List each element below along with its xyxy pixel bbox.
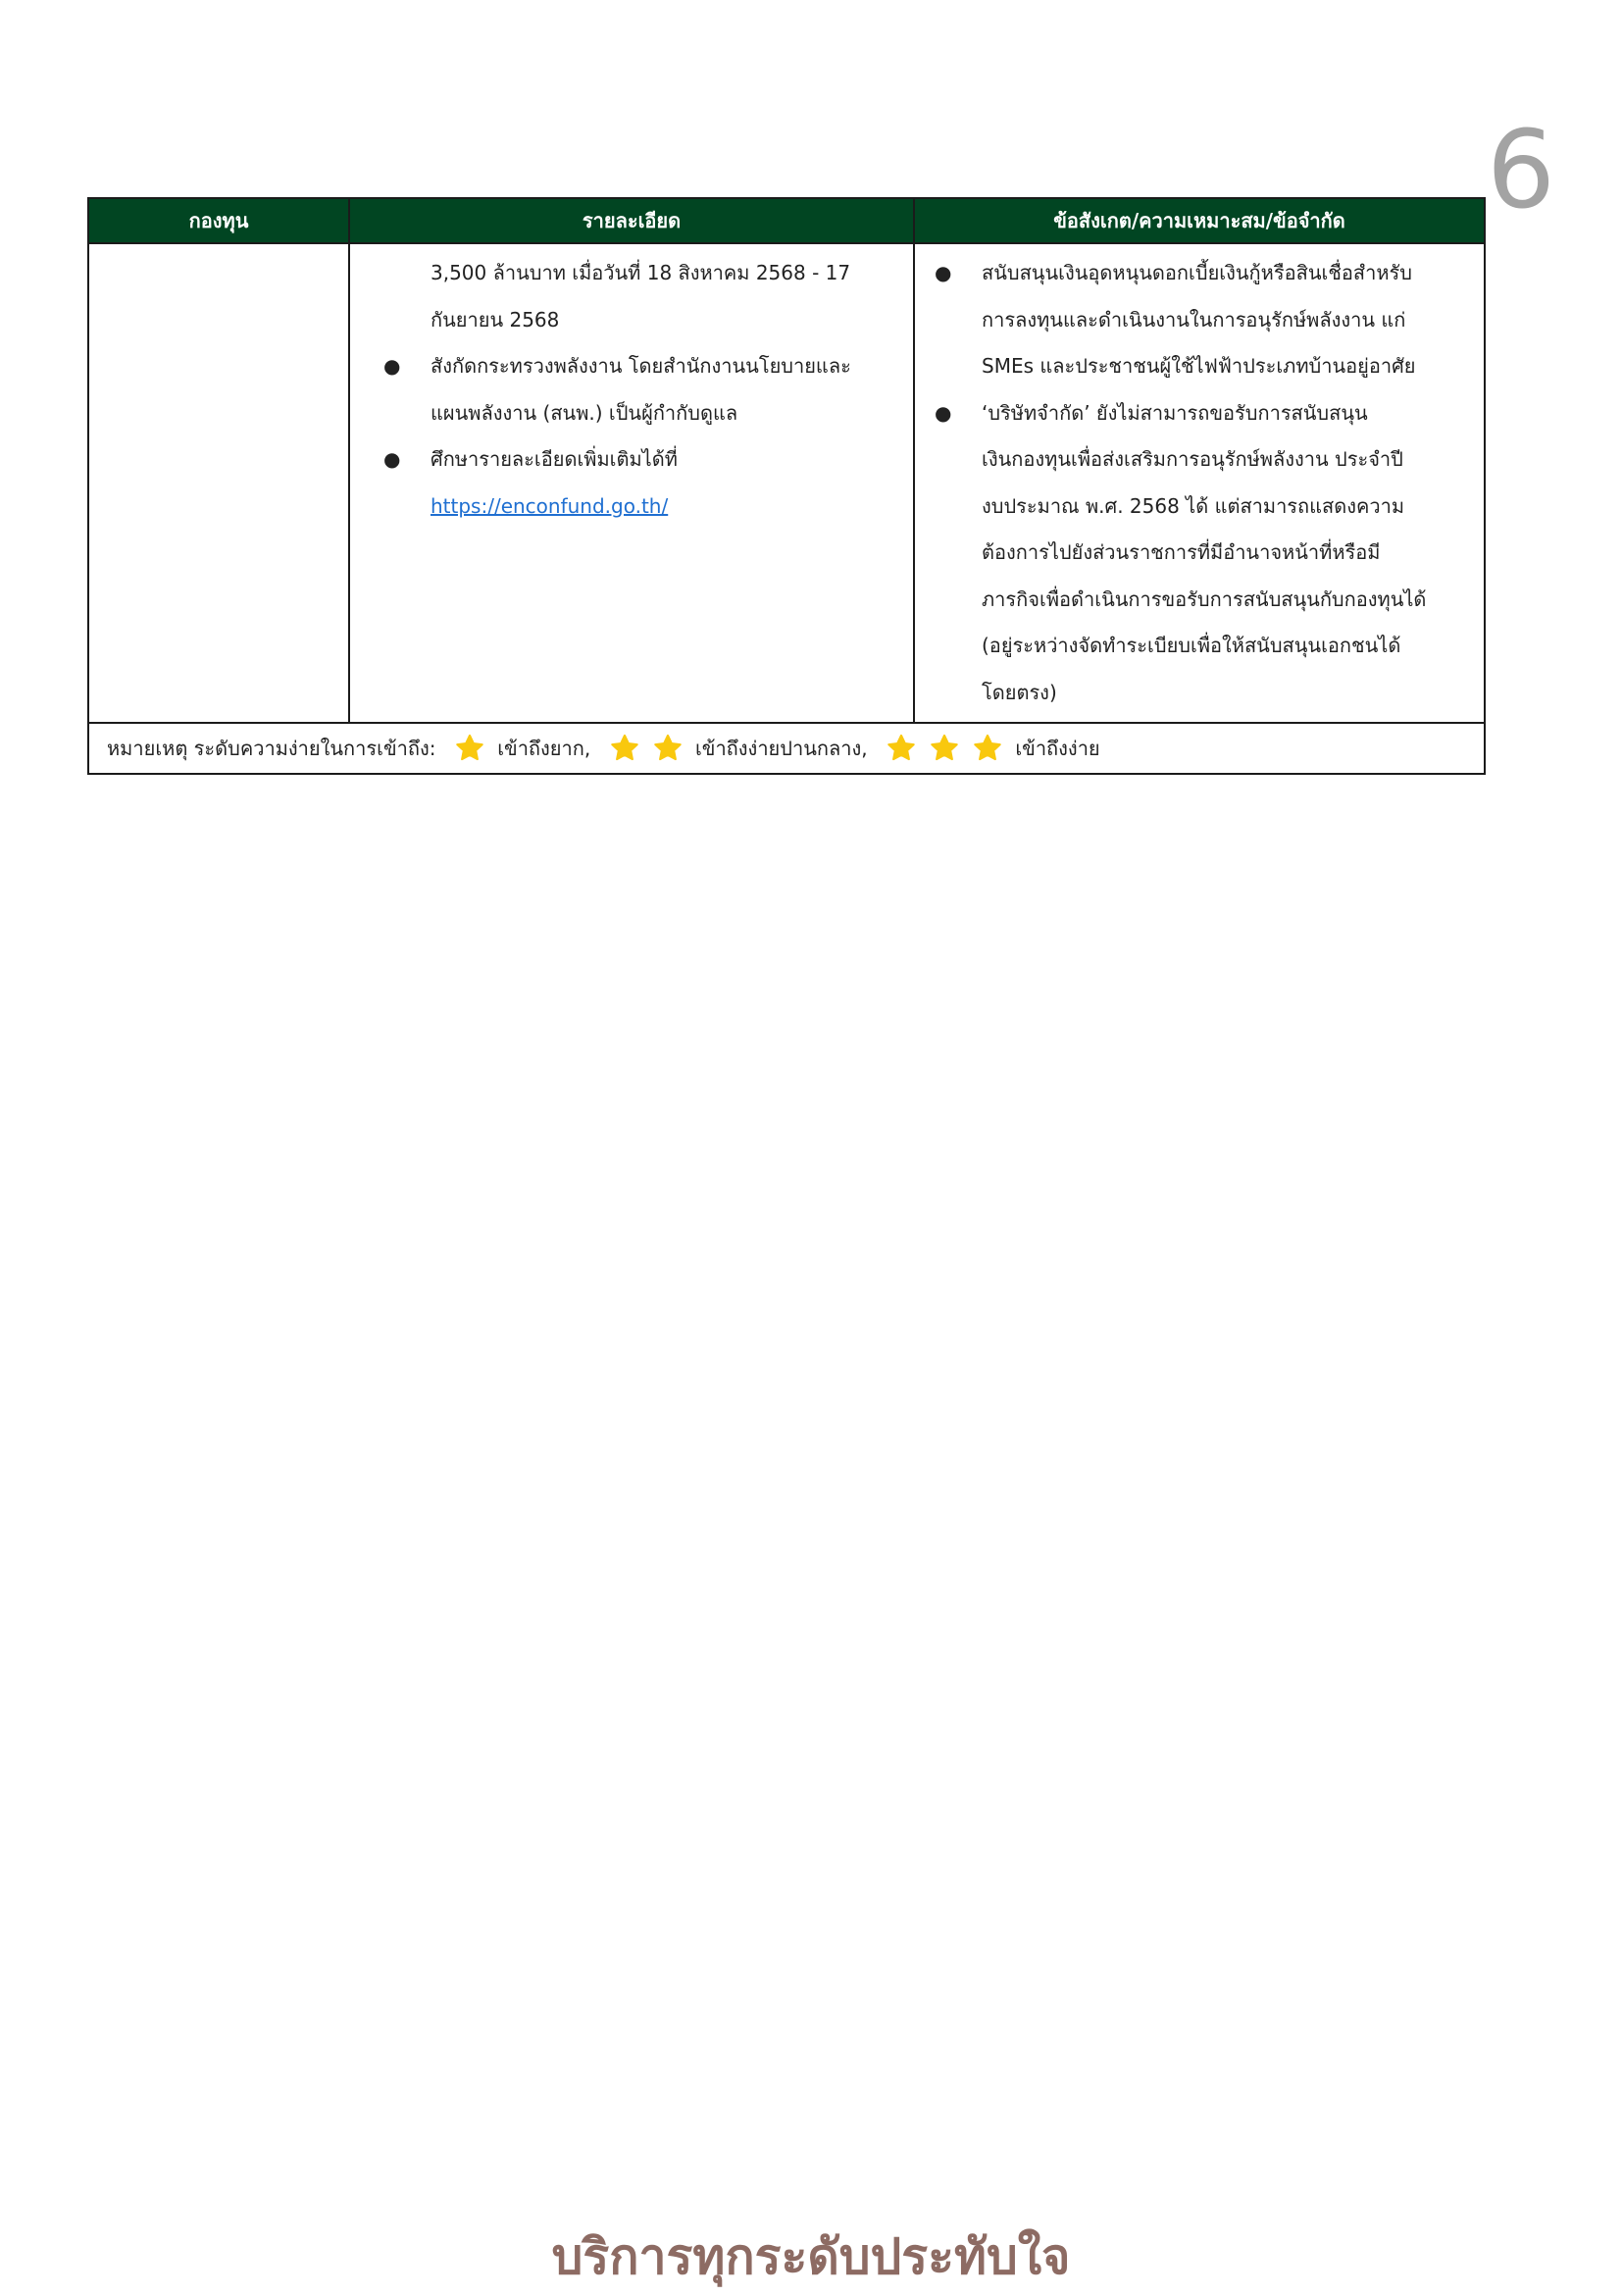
notes-bullet-support — [935, 250, 1478, 390]
fund-name-cell — [88, 243, 349, 723]
notes-bullet-company-limitation — [935, 390, 1478, 717]
legend-level-2-text: เข้าถึงง่ายปานกลาง, — [694, 737, 868, 760]
notes-cell — [914, 243, 1485, 723]
notes-text-line: ‘บริษัทจำกัด’ ยังไม่สามารถขอรับการสนับสนุน — [982, 400, 1368, 425]
star-icon — [609, 733, 640, 764]
star-icon — [929, 733, 960, 764]
details-text-line: กันยายน 2568 — [431, 307, 560, 332]
star-icon — [972, 733, 1003, 764]
details-bullet-more-info — [383, 436, 903, 530]
details-text-line: แผนพลังงาน (สนพ.) เป็นผู้กำกับดูแล — [431, 400, 738, 425]
header-notes: ข้อสังเกต/ความเหมาะสม/ข้อจำกัด — [914, 198, 1485, 243]
notes-text-line: โดยตรง) — [982, 680, 1057, 704]
legend-cell — [88, 723, 1485, 774]
stars-level-2 — [603, 736, 689, 759]
notes-text-line: เงินกองทุนเพื่อส่งเสริมการอนุรักษ์พลังงาน ประจำปี — [982, 447, 1403, 471]
details-bullet-oversight — [383, 343, 903, 436]
notes-text-line: SMEs และประชาชนผู้ใช้ไฟฟ้าประเภทบ้านอยู่อาศัย — [982, 354, 1416, 378]
stars-level-3 — [880, 736, 1009, 759]
notes-text-line: ภารกิจเพื่อดำเนินการขอรับการสนับสนุนกับกองทุนได้ — [982, 587, 1427, 611]
notes-text-line: สนับสนุนเงินอุดหนุนดอกเบี้ยเงินกู้หรือสินเชื่อสำหรับ — [982, 261, 1412, 284]
table-row — [88, 243, 1485, 723]
details-text-line: 3,500 ล้านบาท เมื่อวันที่ 18 สิงหาคม 2568 - 17 — [431, 261, 851, 284]
enconfund-link[interactable]: https://enconfund.go.th/ — [431, 493, 669, 518]
notes-text-line: การลงทุนและดำเนินงานในการอนุรักษ์พลังงาน แก่ — [982, 307, 1406, 332]
star-icon — [886, 733, 917, 764]
details-text-line: ศึกษารายละเอียดเพิ่มเติมได้ที่ — [431, 447, 678, 471]
legend-level-1-text: เข้าถึงยาก, — [497, 737, 591, 760]
notes-text-line: งบประมาณ พ.ศ. 2568 ได้ แต่สามารถแสดงความ — [982, 493, 1405, 518]
bullet-icon: ● — [383, 447, 401, 471]
details-text-line: สังกัดกระทรวงพลังงาน โดยสำนักงานนโยบายและ — [431, 354, 851, 378]
legend-label: หมายเหตุ ระดับความง่ายในการเข้าถึง: — [107, 737, 436, 760]
bullet-icon: ● — [935, 400, 952, 425]
header-fund: กองทุน — [88, 198, 349, 243]
notes-text-line: ต้องการไปยังส่วนราชการที่มีอำนาจหน้าที่หรือมี — [982, 540, 1381, 564]
legend-level-3-text: เข้าถึงง่าย — [1015, 737, 1100, 760]
star-icon — [454, 733, 485, 764]
star-icon — [652, 733, 684, 764]
footer-slogan: บริการทุกระดับประทับใจ — [551, 2228, 1071, 2285]
bullet-icon: ● — [935, 261, 952, 284]
page-number: 6 — [1487, 107, 1555, 232]
notes-text-line: (อยู่ระหว่างจัดทำระเบียบเพื่อให้สนับสนุนเอกชนได้ — [982, 634, 1401, 657]
table-header-row — [88, 198, 1485, 243]
stars-level-1 — [448, 736, 491, 759]
legend-row — [88, 723, 1485, 774]
bullet-icon: ● — [383, 354, 401, 378]
header-details: รายละเอียด — [349, 198, 914, 243]
details-cell — [349, 243, 914, 723]
fund-table — [87, 197, 1486, 775]
